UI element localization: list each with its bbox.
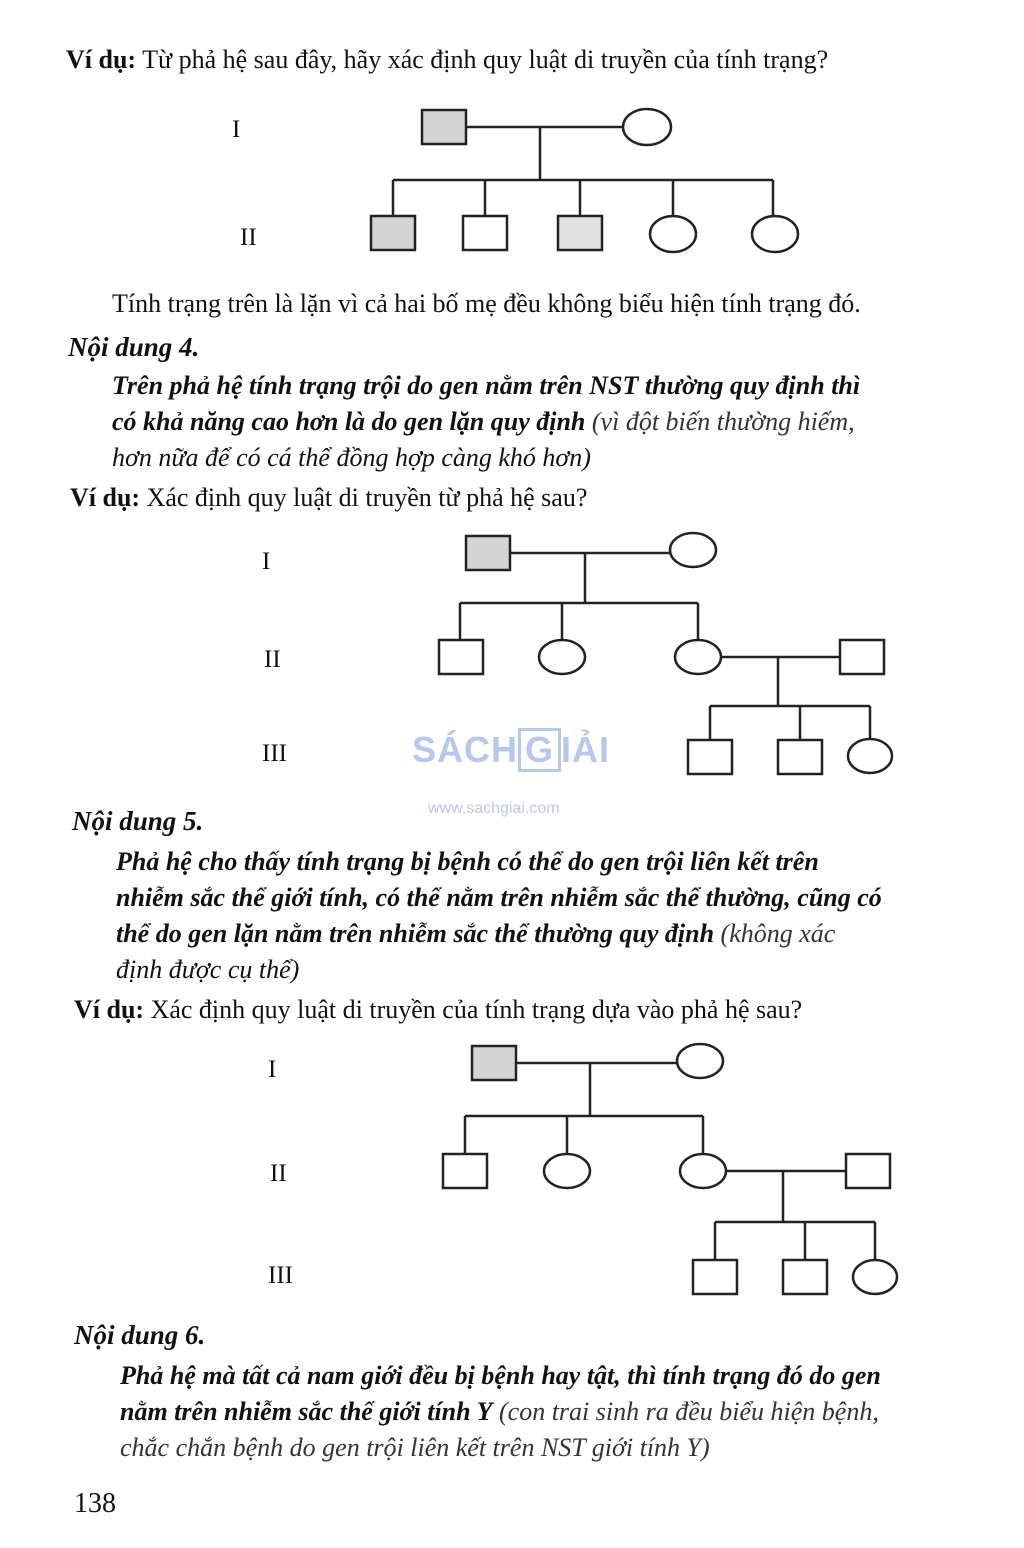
p2-grandson-1	[688, 740, 732, 774]
p3-grandson-2	[783, 1260, 827, 1294]
conclusion-1: Tính trạng trên là lặn vì cả hai bố mẹ đều không biểu hiện tính trạng đó.	[112, 289, 861, 318]
watermark-logo-left: SÁCH	[412, 729, 519, 770]
p1-daughter-2	[752, 216, 798, 252]
p3-grandson-1	[693, 1260, 737, 1294]
section-6-heading: Nội dung 6.	[74, 1320, 206, 1350]
section-4-line-2-rest: (vì đột biến thường hiếm,	[585, 407, 855, 436]
page-number: 138	[74, 1488, 116, 1519]
p2-grandson-2	[778, 740, 822, 774]
section-4-line-2	[112, 406, 855, 437]
section-5-line-2: nhiễm sắc thể giới tính, có thể nằm trên nhiễm sắc thể thường, cũng có	[116, 883, 882, 912]
p2-son-in-law	[840, 640, 884, 674]
p2-mother	[670, 533, 716, 567]
pedigree-2-generation-iii: III	[262, 740, 287, 767]
pedigree-1-generation-ii: II	[240, 224, 257, 251]
section-4-line-2-bold: có khả năng cao hơn là do gen lặn quy định	[112, 407, 586, 436]
p3-son-1	[443, 1154, 487, 1188]
watermark-logo-g: G	[518, 728, 561, 772]
example-label: Ví dụ:	[70, 483, 141, 512]
p1-daughter-1	[650, 216, 696, 252]
section-6-line-2-rest: (con trai sinh ra đều biểu hiện bệnh,	[492, 1397, 879, 1426]
p2-granddaughter	[848, 739, 892, 773]
p1-son-2	[463, 216, 507, 250]
p3-son-in-law	[846, 1154, 890, 1188]
section-5-line-3-bold: thể do gen lặn nằm trên nhiễm sắc thể thường quy định	[116, 919, 715, 948]
section-6-line-1: Phả hệ mà tất cả nam giới đều bị bệnh hay tật, thì tính trạng đó do gen	[120, 1361, 881, 1390]
p1-son-3-affected	[558, 216, 602, 250]
watermark-url: www.sachgiai.com	[428, 800, 560, 817]
example-1-question	[66, 44, 828, 75]
section-6-line-2-bold: nằm trên nhiễm sắc thể giới tính Y	[120, 1397, 493, 1426]
pedigree-3-generation-i: I	[268, 1056, 277, 1083]
p1-son-1-affected	[371, 216, 415, 250]
example-text: Xác định quy luật di truyền của tính trạng dựa vào phả hệ sau?	[144, 995, 803, 1024]
section-4-line-1: Trên phả hệ tính trạng trội do gen nằm trên NST thường quy định thì	[112, 371, 861, 400]
example-text: Xác định quy luật di truyền từ phả hệ sau?	[140, 483, 588, 512]
pedigree-3-generation-iii: III	[268, 1262, 293, 1289]
pedigree-1-generation-i: I	[232, 116, 241, 143]
section-6-line-3: chắc chắn bệnh do gen trội liên kết trên NST giới tính Y)	[120, 1433, 710, 1462]
p1-father-affected	[422, 110, 466, 144]
pedigree-1	[0, 100, 1024, 270]
pedigree-2-generation-i: I	[262, 548, 271, 575]
example-3-question	[74, 994, 802, 1025]
p2-father-affected	[466, 536, 510, 570]
section-5-heading: Nội dung 5.	[72, 806, 204, 836]
example-label: Ví dụ:	[66, 45, 137, 74]
p2-daughter-1	[539, 640, 585, 674]
p3-granddaughter	[853, 1260, 897, 1294]
p1-mother	[623, 109, 671, 145]
section-5-line-4: định được cụ thể)	[116, 955, 300, 984]
p3-mother	[677, 1044, 723, 1078]
example-label: Ví dụ:	[74, 995, 145, 1024]
section-5-line-1: Phả hệ cho thấy tính trạng bị bệnh có thể do gen trội liên kết trên	[116, 847, 819, 876]
example-2-question	[70, 482, 587, 513]
section-4-line-3: hơn nữa để có cá thể đồng hợp càng khó hơn)	[112, 443, 591, 472]
section-5-line-3-rest: (không xác	[714, 919, 836, 948]
p3-daughter-2	[680, 1154, 726, 1188]
pedigree-3	[0, 1038, 1024, 1303]
p3-father-affected	[472, 1046, 516, 1080]
pedigree-2-generation-ii: II	[264, 646, 281, 673]
section-5-line-3	[116, 918, 835, 949]
section-6-line-2	[120, 1396, 879, 1427]
p3-daughter-1	[544, 1154, 590, 1188]
watermark-logo	[412, 728, 610, 772]
p2-daughter-2	[675, 640, 721, 674]
section-4-heading: Nội dung 4.	[68, 332, 200, 362]
p2-son-1	[439, 640, 483, 674]
watermark-logo-right: IẢI	[561, 729, 611, 770]
example-text: Từ phả hệ sau đây, hãy xác định quy luật di truyền của tính trạng?	[136, 45, 829, 74]
pedigree-3-generation-ii: II	[270, 1160, 287, 1187]
